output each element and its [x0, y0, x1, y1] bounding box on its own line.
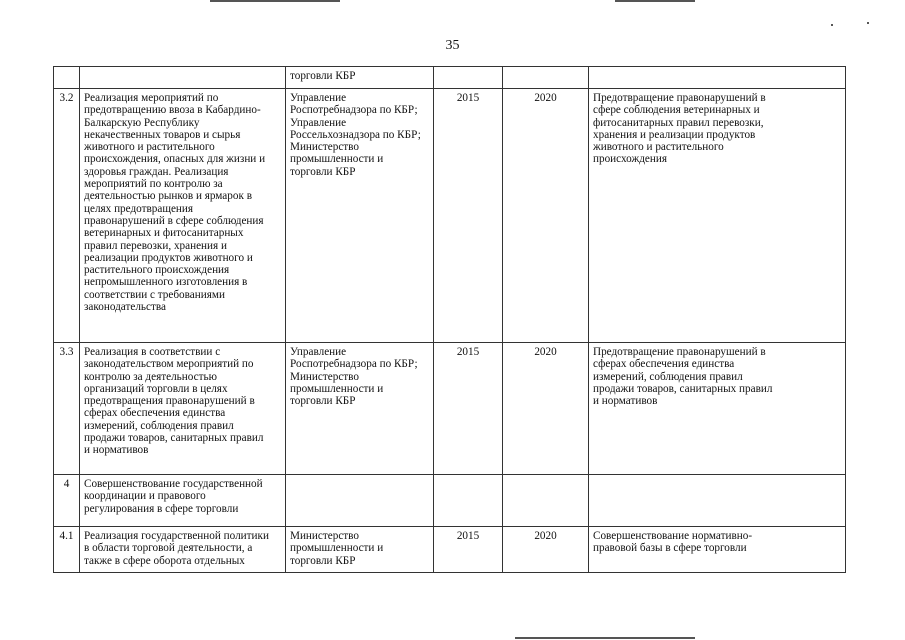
table-row [54, 67, 846, 89]
cell-start-year: 2015 [434, 343, 503, 475]
scan-dot [867, 22, 869, 24]
page-number: 35 [445, 38, 460, 53]
cell-end-year [503, 475, 589, 527]
cell-executor: Министерство промышленности и торговли КБР [286, 527, 434, 573]
cell-number: 4 [54, 475, 80, 527]
cell-number: 3.3 [54, 343, 80, 475]
table-row [54, 527, 846, 573]
table-row [54, 475, 846, 527]
scan-artifact-top-right [615, 0, 695, 2]
cell-measure: Совершенствование государственной координации и правового регулирования в сфере торговли [80, 475, 286, 527]
measures-table [53, 66, 846, 573]
cell-measure: Реализация в соответствии с законодательством мероприятий по контролю за деятельностью организаций торговли в целях предотвращения правонарушений в сферах обеспечения единства измерений, соблюдения правил продажи товаров, санитарных правил и нормативов [80, 343, 286, 475]
scan-artifact-top-left [210, 0, 340, 2]
scan-dot [831, 24, 833, 26]
cell-result [589, 475, 846, 527]
cell-start-year [434, 475, 503, 527]
cell-measure: Реализация государственной политики в области торговой деятельности, а также в сфере оборота отдельных [80, 527, 286, 573]
cell-start-year: 2015 [434, 527, 503, 573]
cell-measure: Реализация мероприятий по предотвращению ввоза в Кабардино- Балкарскую Республику некачественных товаров и сырья животного и растительного происхождения, опасных для жизни и здоровья граждан. Реализация мероприятий по контролю за деятельностью рынков и ярмарок в целях предотвращения правонарушений в сфере соблюдения ветеринарных и фитосанитарных правил перевозки, хранения и реализации продуктов животного и растительного происхождения непромышленного изготовления в соответствии с требованиями законодательства [80, 89, 286, 343]
cell-executor [286, 475, 434, 527]
cell-result [589, 67, 846, 89]
cell-end-year: 2020 [503, 89, 589, 343]
table-row [54, 343, 846, 475]
cell-executor: торговли КБР [286, 67, 434, 89]
cell-result: Предотвращение правонарушений в сферах обеспечения единства измерений, соблюдения правил продажи товаров, санитарных правил и нормативов [589, 343, 846, 475]
cell-end-year: 2020 [503, 527, 589, 573]
cell-start-year [434, 67, 503, 89]
cell-number: 3.2 [54, 89, 80, 343]
cell-executor: Управление Роспотребнадзора по КБР; Министерство промышленности и торговли КБР [286, 343, 434, 475]
table-row [54, 89, 846, 343]
cell-number: 4.1 [54, 527, 80, 573]
cell-number [54, 67, 80, 89]
cell-start-year: 2015 [434, 89, 503, 343]
cell-executor: Управление Роспотребнадзора по КБР; Управление Россельхознадзора по КБР; Министерство промышленности и торговли КБР [286, 89, 434, 343]
cell-end-year: 2020 [503, 343, 589, 475]
scan-artifact-bottom [515, 637, 695, 639]
cell-end-year [503, 67, 589, 89]
cell-result: Предотвращение правонарушений в сфере соблюдения ветеринарных и фитосанитарных правил перевозки, хранения и реализации продуктов животного и растительного происхождения [589, 89, 846, 343]
cell-measure [80, 67, 286, 89]
cell-result: Совершенствование нормативно- правовой базы в сфере торговли [589, 527, 846, 573]
